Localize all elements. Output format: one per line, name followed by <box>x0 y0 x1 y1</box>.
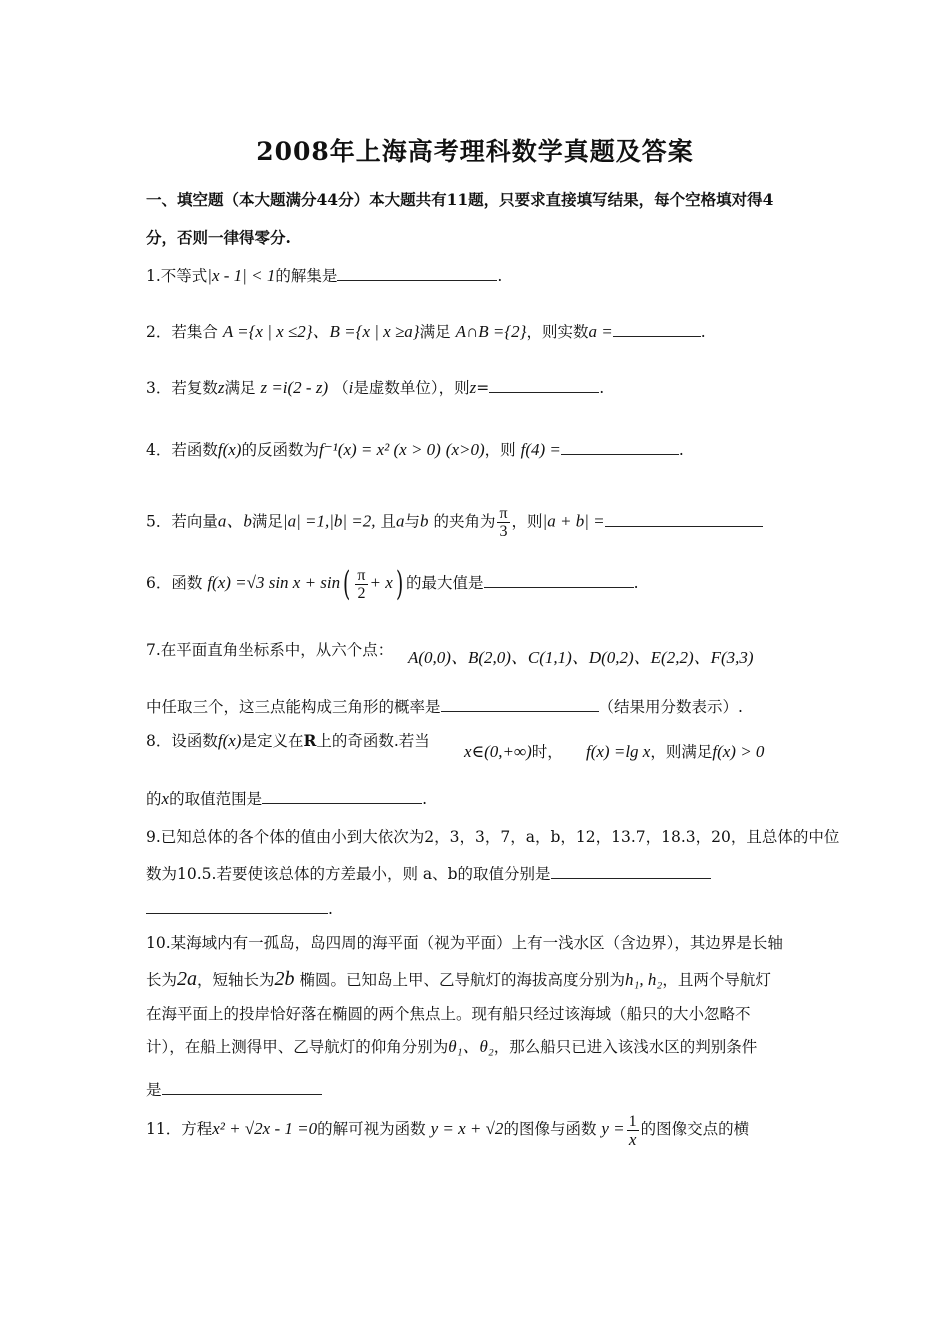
q7-points: A(0,0)、B(2,0)、C(1,1)、D(0,2)、E(2,2)、F(3,3) <box>408 648 754 667</box>
q3-var-z: z <box>217 378 225 397</box>
q11-y: y = <box>601 1119 625 1138</box>
q8-prefix: 8．设函数 <box>146 732 218 750</box>
q5-prefix: 5．若向量 <box>146 512 218 531</box>
q10-line4-post: ，那么船只已进入该浅水区的判别条件 <box>493 1038 758 1056</box>
q11-mid2: 的图像与函数 <box>503 1120 597 1138</box>
question-1 <box>146 266 502 286</box>
question-9-line3 <box>146 899 333 919</box>
question-7-points <box>408 648 754 668</box>
q8-answer-blank[interactable] <box>262 789 422 804</box>
q5-math-norms: |a| =1,|b| =2, <box>282 511 376 531</box>
q10-2a: 2a <box>177 968 198 990</box>
page-title: 2008年上海高考理科数学真题及答案 <box>256 137 694 166</box>
question-7-line2 <box>146 697 743 717</box>
q3-var-i: i <box>348 378 354 397</box>
q11-line-function: y = x + √2 <box>430 1119 504 1138</box>
q5-angle-text: 的夹角为 <box>433 512 496 531</box>
question-8-math <box>586 742 764 762</box>
question-7-line1 <box>146 640 393 660</box>
q2-math-intersection: A∩B ={2} <box>455 322 527 341</box>
q5-frac-num: π <box>499 505 508 522</box>
q8-mid2: 上的奇函数.若当 <box>316 732 430 750</box>
q5-vars: a、b <box>217 511 252 531</box>
q10-line2-pre: 长为 <box>146 971 178 989</box>
q8-R: R <box>303 731 317 750</box>
question-8-cond <box>464 742 563 762</box>
q7-text: 7.在平面直角坐标系中，从六个点： <box>146 641 394 659</box>
q10-2b: 2b <box>274 968 295 990</box>
q6-math: f(x) =√3 sin x + sin <box>207 573 341 592</box>
q3-eq: = <box>476 379 490 397</box>
q8-math-positive: f(x) > 0 <box>712 742 765 761</box>
q5-and: 且 <box>380 512 396 531</box>
question-8-line2 <box>146 789 427 809</box>
q3-end: . <box>599 379 605 397</box>
q2-answer-blank[interactable] <box>613 322 701 337</box>
q10-line4-pre: 计），在船上测得甲、乙导航灯的仰角分别为 <box>146 1038 449 1056</box>
q1-suffix: 的解集是 <box>275 267 338 285</box>
q6-end: . <box>633 574 639 592</box>
q5-frac-den: 3 <box>499 523 508 540</box>
q4-mid: 的反函数为 <box>241 441 319 459</box>
question-5 <box>146 505 763 540</box>
q4-math-f: f(x) <box>217 440 242 459</box>
q10-line2-mid: ，短轴长为 <box>197 971 275 989</box>
q8-suffix: ，则满足 <box>650 743 713 761</box>
q2-math-sets: A ={x | x ≤2}、B ={x | x ≥a} <box>222 322 420 341</box>
q9-answer-blank-1[interactable] <box>551 864 711 879</box>
q10-line5-text: 是 <box>146 1081 162 1099</box>
question-6 <box>146 566 639 602</box>
q2-suffix: ，则实数 <box>526 323 589 341</box>
q8-fx: f(x) <box>217 731 242 750</box>
q4-math-f4: f(4) = <box>520 440 561 459</box>
q7-answer-blank[interactable] <box>441 697 599 712</box>
q8-condition: x∈(0,+∞) <box>464 742 532 761</box>
q6-plus-x: + x <box>369 573 393 592</box>
q4-suffix: ，则 <box>484 441 516 459</box>
q3-answer-blank[interactable] <box>489 378 599 393</box>
q10-line2-post: 椭圆。已知岛上甲、乙导航灯的海拔高度分别为 <box>299 971 625 989</box>
question-10-line1: 10.某海域内有一孤岛，岛四周的海平面（视为平面）上有一浅水区（含边界），其边界是长轴 <box>146 934 783 952</box>
q6-right-paren: ) <box>395 564 404 604</box>
q10-angles: θ₁、θ₂ <box>448 1037 494 1056</box>
question-10-line4 <box>146 1034 757 1060</box>
question-10-line2 <box>146 966 771 993</box>
q2-var: a = <box>588 322 613 341</box>
question-8-line1 <box>146 731 430 751</box>
q11-frac-num: 1 <box>628 1112 637 1130</box>
q6-prefix: 6．函数 <box>146 574 203 592</box>
q5-mid: 满足 <box>251 512 283 531</box>
q8-var-x: x <box>161 789 170 808</box>
q3-math: z =i(2 - z) <box>260 378 329 397</box>
q7-line2-text: 中任取三个，这三点能构成三角形的概率是 <box>146 698 441 716</box>
q4-math-inverse: f⁻¹(x) = x² (x > 0) <box>318 440 441 459</box>
q5-fraction <box>497 505 509 540</box>
q7-line2-end: （结果用分数表示）. <box>598 698 743 716</box>
q6-fraction <box>355 567 367 602</box>
q3-paren: （ <box>333 379 349 397</box>
q6-frac-den: 2 <box>357 584 366 602</box>
question-10-line5 <box>146 1080 322 1100</box>
q3-prefix: 3．若复数 <box>146 379 218 397</box>
question-9-line2 <box>146 864 711 884</box>
section-heading-line2: 分，否则一律得零分. <box>146 228 291 247</box>
q3-var-z2: z <box>469 378 477 397</box>
q1-math: |x - 1| < 1 <box>207 266 276 285</box>
q3-mid2: 是虚数单位），则 <box>353 379 470 397</box>
q5-var-a: a <box>395 511 405 531</box>
q2-end: . <box>700 323 706 341</box>
q10-heights: h₁, h₂ <box>624 970 663 989</box>
q8-mid: 是定义在 <box>241 732 304 750</box>
question-10-line3: 在海平面上的投岸恰好落在椭圆的两个焦点上。现有船只经过该海域（船只的大小忽略不 <box>146 1005 751 1023</box>
q9-end: . <box>328 900 333 918</box>
question-2 <box>146 322 706 342</box>
q11-fraction <box>627 1113 639 1148</box>
q9-line2-text: 数为10.5.若要使该总体的方差最小，则 a、b的取值分别是 <box>146 865 551 883</box>
q5-math-sum: |a + b| = <box>542 511 605 531</box>
q8-line2-pre: 的 <box>146 790 162 808</box>
q8-end: . <box>422 790 428 808</box>
q6-left-paren: ( <box>343 564 351 604</box>
q1-answer-blank[interactable] <box>337 266 497 281</box>
q5-with: 与 <box>404 512 420 531</box>
q5-suffix: ，则 <box>511 512 543 531</box>
q10-answer-blank[interactable] <box>162 1080 322 1095</box>
q2-prefix: 2．若集合 <box>146 323 218 341</box>
question-3 <box>146 378 604 398</box>
q8-line2-post: 的取值范围是 <box>169 790 263 808</box>
q8-math-lg: f(x) =lg x <box>586 742 651 761</box>
q8-when: 时， <box>531 743 563 761</box>
question-4 <box>146 440 684 460</box>
q5-answer-blank[interactable] <box>605 512 763 527</box>
q3-mid: 满足 <box>224 379 256 397</box>
question-9-line1: 9.已知总体的各个体的值由小到大依次为2，3，3，7，a，b，12，13.7，18.3，20，且总体的中位 <box>146 828 840 846</box>
q6-frac-num: π <box>357 566 366 584</box>
q5-var-b: b <box>420 511 429 531</box>
q11-frac-den: x <box>628 1129 637 1149</box>
section-heading-line1: 一、填空题（本大题满分44分）本大题共有11题，只要求直接填写结果，每个空格填对得4 <box>146 190 774 209</box>
q11-prefix: 11．方程 <box>146 1120 213 1138</box>
q4-answer-blank[interactable] <box>561 440 679 455</box>
q4-prefix: 4．若函数 <box>146 441 218 459</box>
q6-answer-blank[interactable] <box>484 573 634 588</box>
q11-suffix: 的图像交点的横 <box>640 1120 750 1138</box>
q6-suffix: 的最大值是 <box>406 574 484 592</box>
q11-mid: 的解可视为函数 <box>317 1120 426 1138</box>
q4-end: . <box>678 441 684 459</box>
q1-prefix: 1.不等式 <box>146 267 208 285</box>
q1-end: . <box>497 267 503 285</box>
q9-answer-blank-2[interactable] <box>146 899 328 914</box>
q4-condition: (x>0) <box>445 440 485 459</box>
q10-line2-end: ，且两个导航灯 <box>662 971 771 989</box>
question-11 <box>146 1112 749 1148</box>
q2-mid: 满足 <box>419 323 451 341</box>
q11-equation: x² + √2x - 1 =0 <box>212 1119 318 1138</box>
